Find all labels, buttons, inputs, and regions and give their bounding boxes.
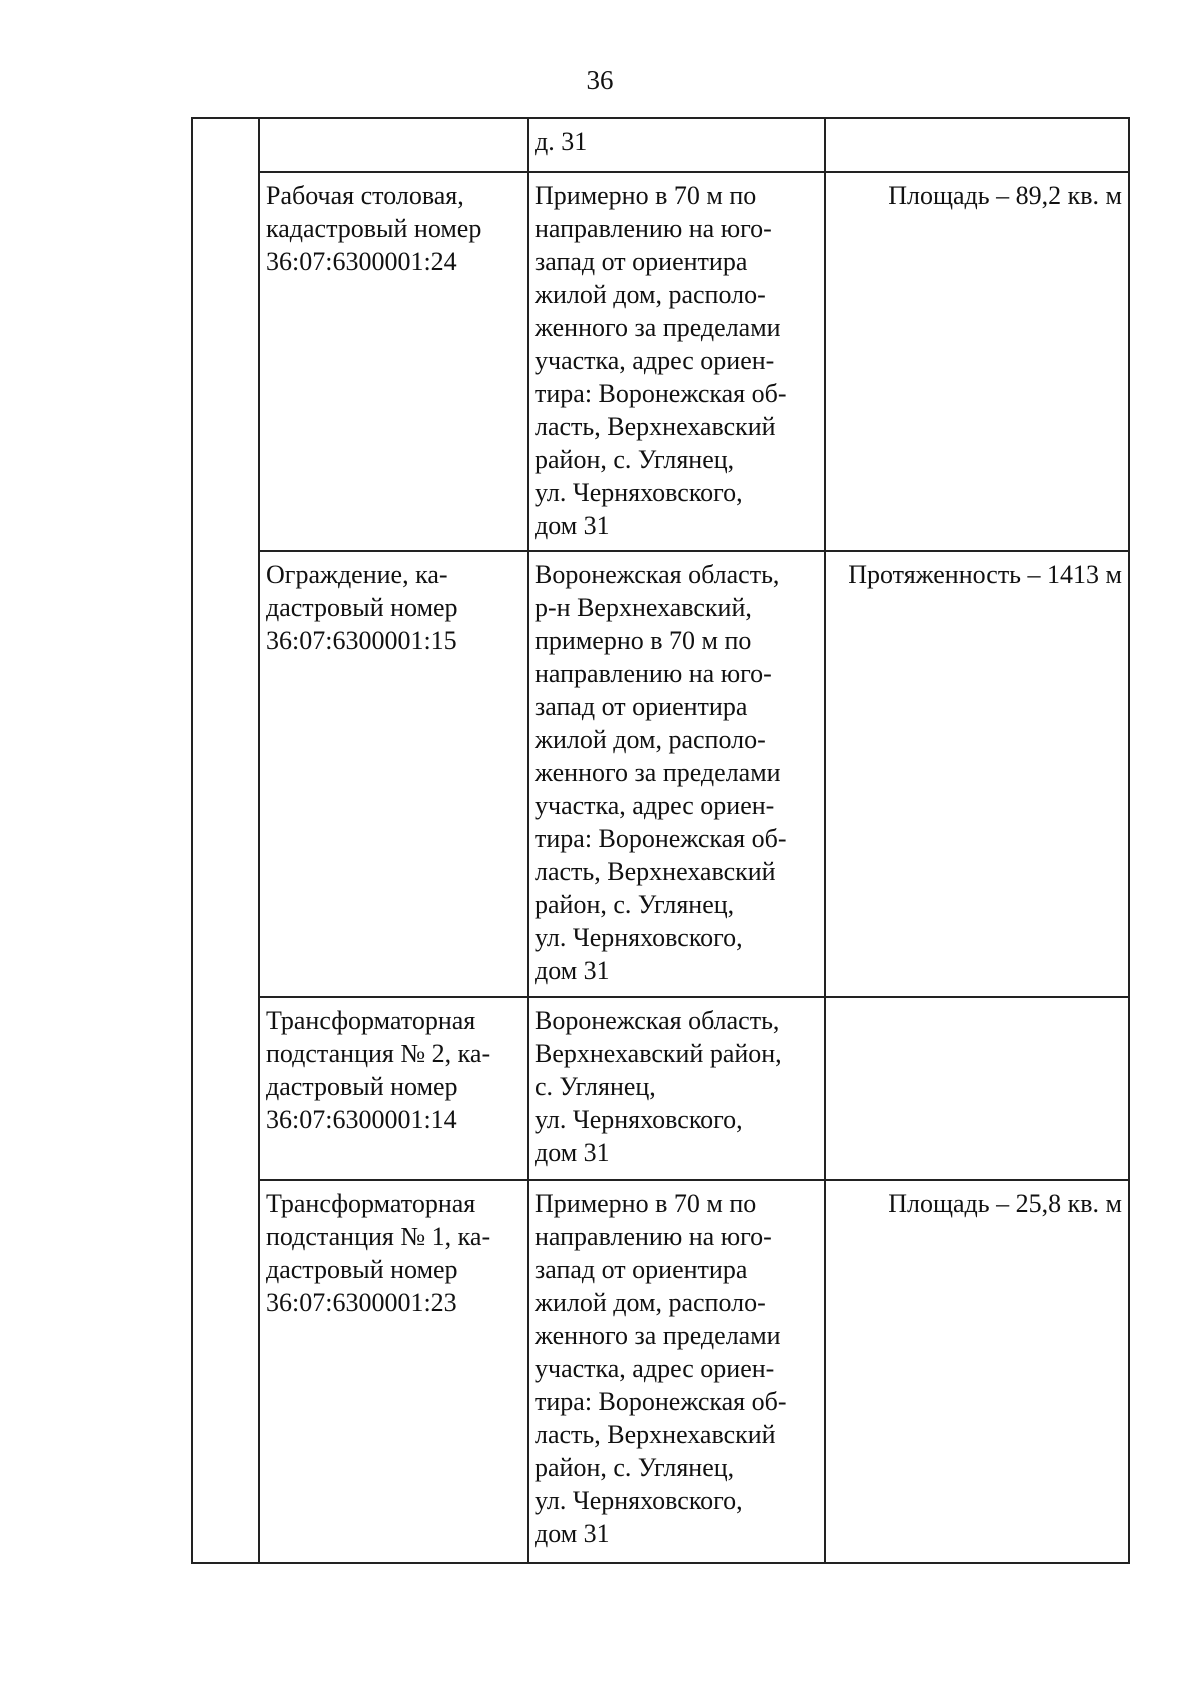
object-name-cell: Рабочая столовая, кадастровый номер 36:07:6300001:24 xyxy=(259,172,528,551)
page-number: 36 xyxy=(586,65,614,95)
table-row xyxy=(192,551,1129,997)
object-address-cell: д. 31 xyxy=(528,118,825,172)
row-number-cell xyxy=(192,997,259,1180)
object-characteristic-cell: Протяженность – 1413 м xyxy=(825,551,1129,997)
row-number-cell xyxy=(192,118,259,172)
table-row xyxy=(192,118,1129,172)
table-row xyxy=(192,1180,1129,1563)
object-characteristic-cell xyxy=(825,997,1129,1180)
row-number-cell xyxy=(192,551,259,997)
row-number-cell xyxy=(192,1180,259,1563)
object-name-cell xyxy=(259,118,528,172)
object-characteristic-cell: Площадь – 89,2 кв. м xyxy=(825,172,1129,551)
object-characteristic-cell: Площадь – 25,8 кв. м xyxy=(825,1180,1129,1563)
object-name-cell: Ограждение, ка- дастровый номер 36:07:6300001:15 xyxy=(259,551,528,997)
object-name-cell: Трансформаторная подстанция № 2, ка- дастровый номер 36:07:6300001:14 xyxy=(259,997,528,1180)
object-address-cell: Примерно в 70 м по направлению на юго- запад от ориентира жилой дом, располо- женного за пределами участка, адрес ориен- тира: Воронежская об- ласть, Верхнехавский район, с. Углянец, ул. Черняховского, дом 31 xyxy=(528,172,825,551)
object-address-cell: Воронежская область, р-н Верхнехавский, примерно в 70 м по направлению на юго- запад от ориентира жилой дом, располо- женного за пределами участка, адрес ориен- тира: Воронежская об- ласть, Верхнехавский район, с. Углянец, ул. Черняховского, дом 31 xyxy=(528,551,825,997)
table-row xyxy=(192,997,1129,1180)
object-address-cell: Воронежская область, Верхнехавский район, с. Углянец, ул. Черняховского, дом 31 xyxy=(528,997,825,1180)
object-name-cell: Трансформаторная подстанция № 1, ка- дастровый номер 36:07:6300001:23 xyxy=(259,1180,528,1563)
object-characteristic-cell xyxy=(825,118,1129,172)
object-address-cell: Примерно в 70 м по направлению на юго- запад от ориентира жилой дом, располо- женного за пределами участка, адрес ориен- тира: Воронежская об- ласть, Верхнехавский район, с. Углянец, ул. Черняховского, дом 31 xyxy=(528,1180,825,1563)
table-row xyxy=(192,172,1129,551)
property-table xyxy=(191,117,1130,1564)
row-number-cell xyxy=(192,172,259,551)
